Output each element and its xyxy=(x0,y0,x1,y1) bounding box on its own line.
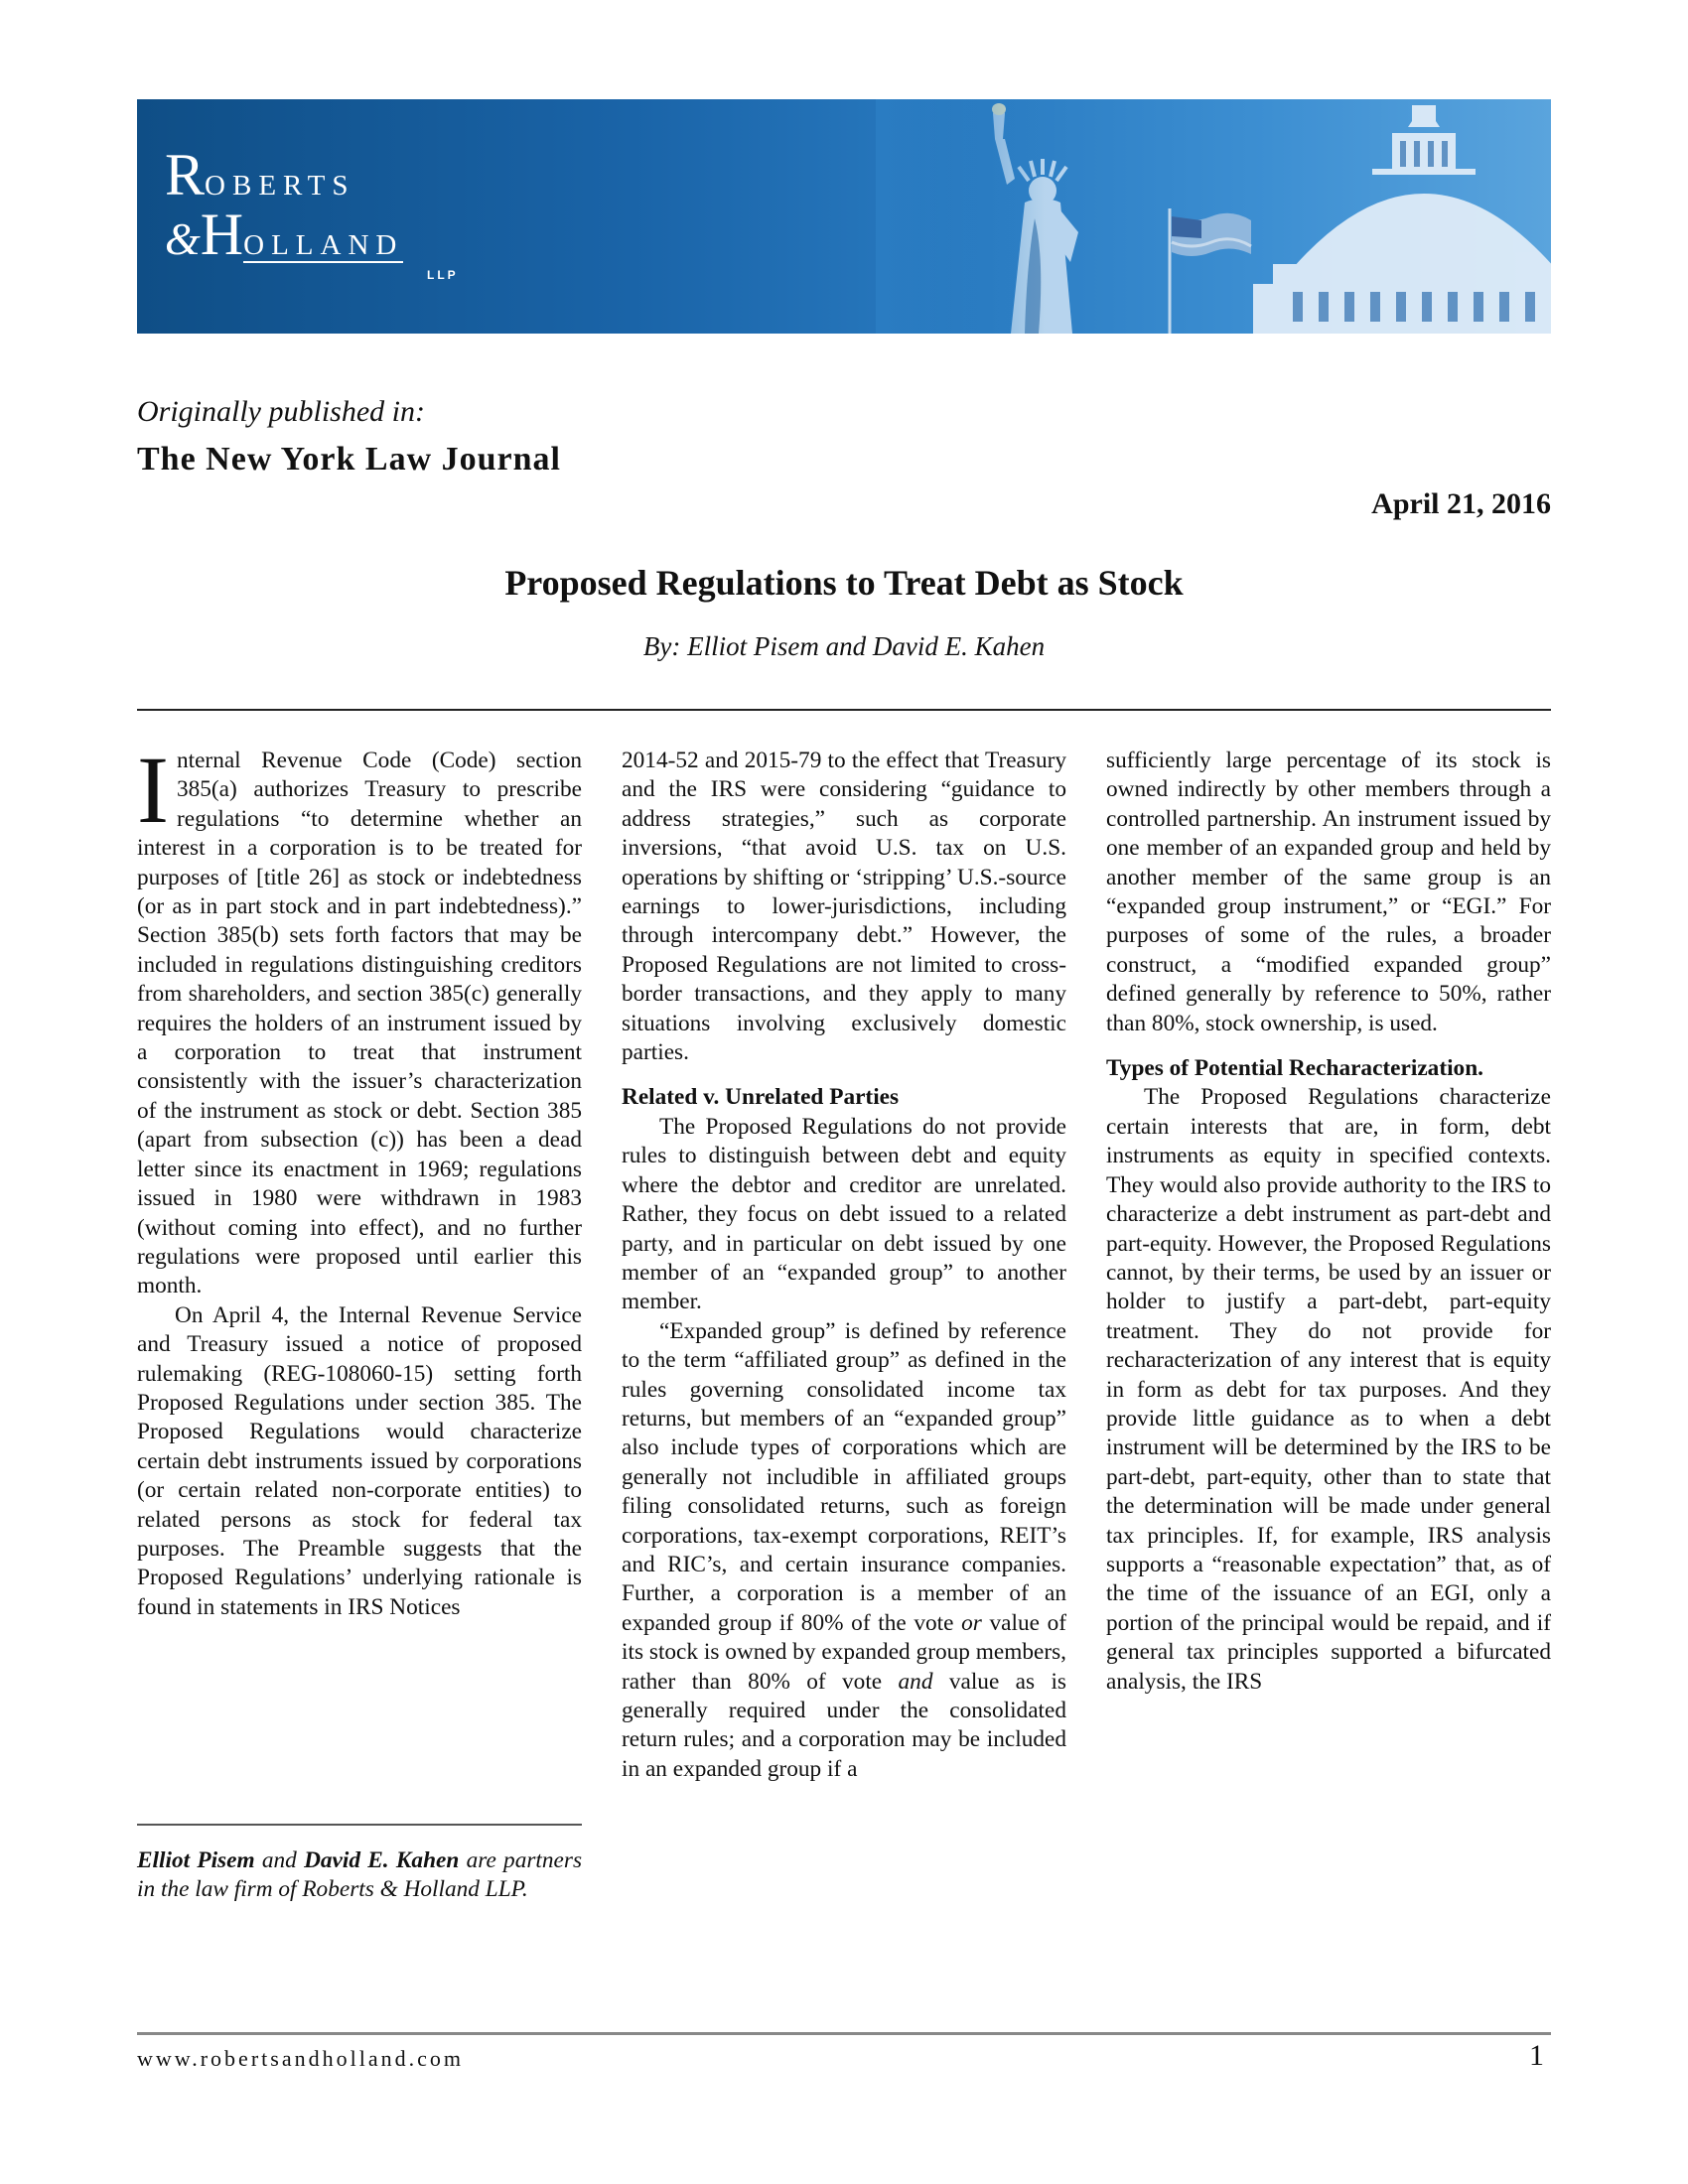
publication-name: The New York Law Journal xyxy=(137,441,561,478)
publication-date: April 21, 2016 xyxy=(1371,487,1551,520)
paragraph: The Proposed Regulations characterize certain interests that are, in form, debt instruments as equity in specified contexts. They would also provide authority to the IRS to characterize a debt instrument as part-debt and part-equity. However, the Proposed Regulations cannot, by their terms, be used by an issuer or holder to justify a part-debt, part-equity treatment. They do not provide for recharacterization of any interest that is equity in form as debt for tax purposes. And they provide little guidance as to when a debt instrument will be determined by the IRS to be part-debt, part-equity, other than to state that the determination will be made under general tax principles. If, for example, IRS analysis supports a “reasonable expectation” that, as of the time of the issuance of an EGI, only a portion of the principal would be repaid, and if general tax principles supported a bifurcated analysis, the IRS xyxy=(1106,1084,1551,1695)
logo-line-roberts: R OBERTS xyxy=(165,142,355,207)
paragraph: The Proposed Regulations do not provide rules to distinguish between debt and equity where the debtor and creditor are unrelated. Rather, they focus on debt issued to a related party, and in particular on debt issued by one member of an “expanded group” to another member. xyxy=(622,1113,1066,1315)
footer-website: www.robertsandholland.com xyxy=(137,2046,464,2071)
author-note-divider xyxy=(137,1824,582,1826)
paragraph: On April 4, the Internal Revenue Service and Treasury issued a notice of proposed rulemaking (REG-108060-15) setting forth Proposed Regulations under section 385. The Proposed Regulations would characterize certain debt instruments issued by corporations (or certain related non-corporate entities) to related persons as stock for federal tax purposes. The Preamble suggests that the Proposed Regulations’ underlying rationale is found in statements in IRS Notices xyxy=(137,1301,582,1620)
article-column-3 xyxy=(1106,747,1551,1697)
firm-logo xyxy=(165,142,459,282)
paragraph: 2014-52 and 2015-79 to the effect that Treasury and the IRS were considering “guidance to address strategies,” such as corporate inversions, “that avoid U.S. tax on U.S. operations by shifting or ‘stripping’ U.S.-source earnings to lower-jurisdictions, including through intercompany debt.” However, the Proposed Regulations are not limited to cross-border transactions, and they apply to many situations involving exclusively domestic parties. xyxy=(622,748,1066,1066)
logo-line-holland: & H OLLAND xyxy=(165,202,404,267)
article-column-1 xyxy=(137,737,582,1622)
section-heading: Types of Potential Recharacterization. xyxy=(1106,1055,1483,1082)
article-title: Proposed Regulations to Treat Debt as Stock xyxy=(504,563,1184,603)
page-number: 1 xyxy=(1529,2039,1544,2072)
logo-llp: LLP xyxy=(427,268,459,282)
drop-cap: I xyxy=(137,737,169,843)
paragraph: sufficiently large percentage of its stock is owned indirectly by other members through a controlled partnership. An instrument issued by one member of an expanded group and held by another member of the same group is an “expanded group instrument,” or “EGI.” For purposes of some of the rules, a broader construct, a “modified expanded group” defined generally by reference to 50%, rather than 80%, stock ownership, is used. xyxy=(1106,748,1551,1036)
author-note: Elliot Pisem and David E. Kahen are partners in the law firm of Roberts & Holland LLP. xyxy=(137,1847,583,1903)
header-divider xyxy=(137,709,1551,711)
paragraph: Internal Revenue Code (Code) section 385(a) authorizes Treasury to prescribe regulations “to determine whether an interest in a corporation is to be treated for purposes of [title 26] as stock or indebtedness (or as in part stock and in part indebtedness).” Section 385(b) sets forth factors that may be included in regulations distinguishing creditors from shareholders, and section 385(c) generally requires the holders of an instrument issued by a corporation to treat that instrument consistently with the issuer’s characterization of the instrument as stock or debt. Section 385 (apart from subsection (c)) has been a dead letter since its enactment in 1969; regulations issued in 1980 were withdrawn in 1983 (without coming into effect), and no further regulations were proposed until earlier this month. xyxy=(137,737,582,1299)
header-banner xyxy=(137,99,1551,334)
footer-divider xyxy=(137,2032,1551,2035)
paragraph: “Expanded group” is defined by reference to the term “affiliated group” as defined in the rules governing consolidated income tax returns, but members of an “expanded group” also include types of corporations which are generally not includible in affiliated groups filing consolidated returns, such as foreign corporations, tax-exempt corporations, REIT’s and RIC’s, and certain insurance companies. Further, a corporation is a member of an expanded group if 80% of the vote or value of its stock is owned by expanded group members, rather than 80% of vote and value as is generally required under the consolidated return rules; and a corporation may be included in an expanded group if a xyxy=(622,1317,1066,1782)
published-label: Originally published in: xyxy=(137,395,425,428)
article-byline: By: Elliot Pisem and David E. Kahen xyxy=(642,631,1046,661)
statue-capitol-illustration xyxy=(876,99,1551,334)
section-heading: Related v. Unrelated Parties xyxy=(622,1084,900,1111)
article-column-2 xyxy=(622,747,1066,1784)
